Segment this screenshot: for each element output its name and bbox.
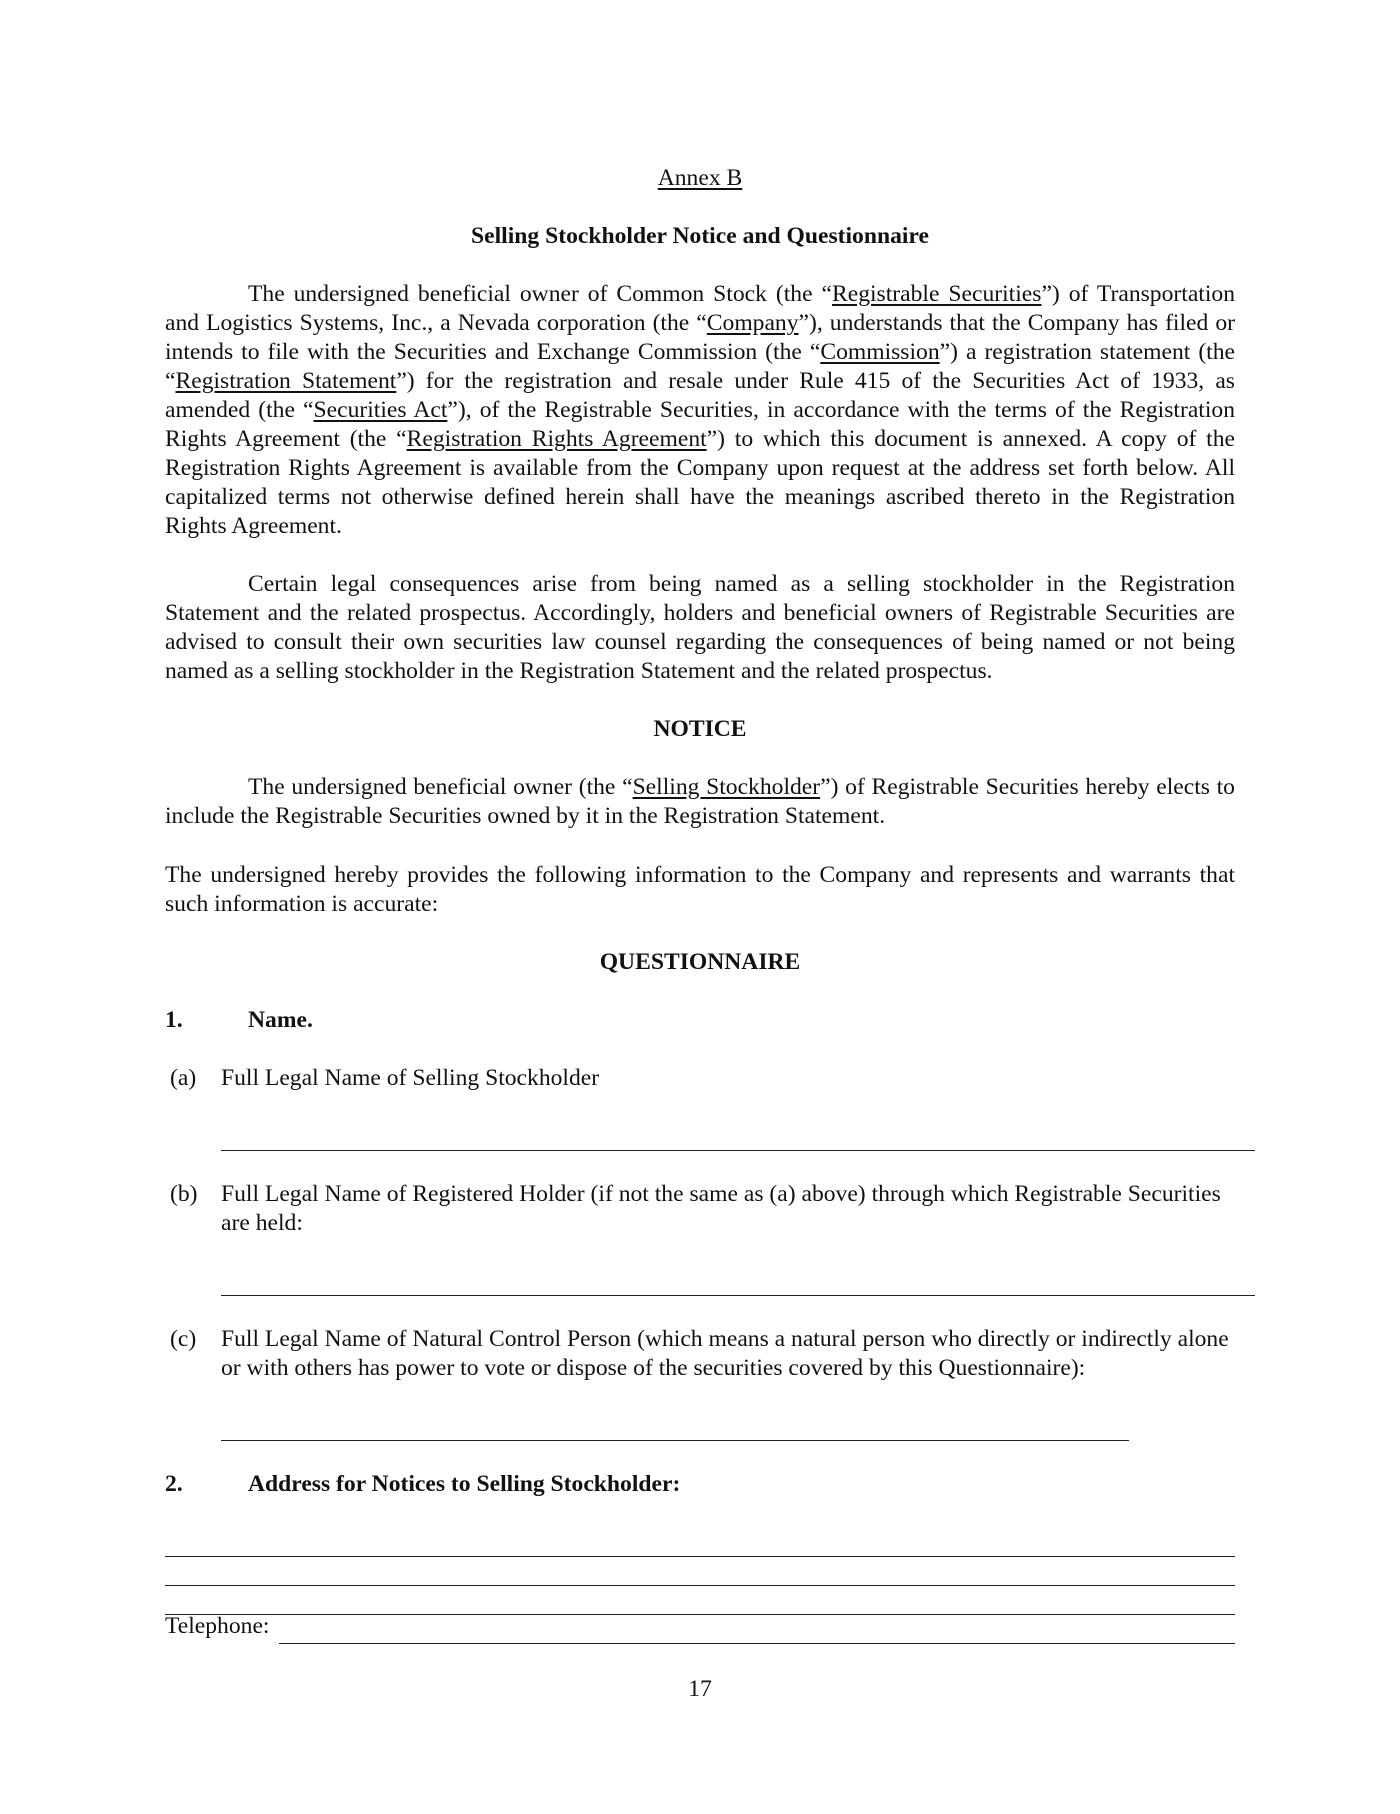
question-1-title: Name. — [248, 1007, 313, 1033]
notice-heading: NOTICE — [653, 716, 747, 742]
natural-control-person-name-line[interactable] — [221, 1440, 1129, 1441]
defined-term: Securities Act — [313, 397, 448, 423]
defined-term: Selling Stockholder — [632, 774, 821, 800]
questionnaire-heading: QUESTIONNAIRE — [599, 949, 801, 975]
question-2-title: Address for Notices to Selling Stockholder: — [248, 1471, 681, 1497]
annex-label — [165, 164, 1235, 193]
address-line-2[interactable] — [165, 1585, 1235, 1586]
defined-term: Company — [706, 310, 799, 336]
defined-term: Commission — [820, 339, 940, 365]
question-2-number: 2. — [165, 1471, 183, 1497]
defined-term: Registrable Securities — [832, 281, 1042, 307]
question-1a-text: Full Legal Name of Selling Stockholder — [221, 1065, 600, 1091]
question-1-number: 1. — [165, 1007, 183, 1033]
question-1c-text: Full Legal Name of Natural Control Person (which means a natural person who directly or indirectly alone or with others has power to vote or dispose of the securities covered by this Questionnaire): — [221, 1326, 1229, 1381]
annex-text: Annex B — [657, 165, 743, 191]
notice-paragraph-1: The undersigned beneficial owner (the “Selling Stockholder”) of Registrable Securities hereby elects to include the Registrable Securities owned by it in the Registration Statement. — [165, 774, 1235, 829]
defined-term: Registration Rights Agreement — [406, 426, 707, 452]
address-line-1[interactable] — [165, 1556, 1235, 1557]
document-title: Selling Stockholder Notice and Questionnaire — [471, 223, 929, 249]
question-1b-label: (b) — [170, 1181, 198, 1207]
page-number: 17 — [688, 1676, 712, 1702]
question-1b-text: Full Legal Name of Registered Holder (if not the same as (a) above) through which Registrable Securities are held: — [221, 1181, 1221, 1236]
selling-stockholder-name-line[interactable] — [221, 1150, 1255, 1151]
question-1c-label: (c) — [170, 1326, 197, 1352]
telephone-line[interactable] — [279, 1643, 1235, 1644]
address-line-3[interactable] — [165, 1614, 1235, 1615]
telephone-label: Telephone: — [165, 1613, 270, 1639]
intro-paragraph-1: The undersigned beneficial owner of Common Stock (the “Registrable Securities”) of Transportation and Logistics Systems, Inc., a Nevada corporation (the “Company”), understands that the Company has filed or intends to file with the Securities and Exchange Commission (the “Commission”) a registration statement (the “Registration Statement”) for the registration and resale under Rule 415 of the Securities Act of 1933, as amended (the “Securities Act”), of the Registrable Securities, in accordance with the terms of the Registration Rights Agreement (the “Registration Rights Agreement”) to which this document is annexed. A copy of the Registration Rights Agreement is available from the Company upon request at the address set forth below. All capitalized terms not otherwise defined herein shall have the meanings ascribed thereto in the Registration Rights Agreement. — [165, 281, 1236, 539]
notice-paragraph-2: The undersigned hereby provides the following information to the Company and represents and warrants that such information is accurate: — [165, 862, 1235, 917]
question-1a-label: (a) — [170, 1065, 197, 1091]
defined-term: Registration Statement — [175, 368, 397, 394]
registered-holder-name-line[interactable] — [221, 1295, 1255, 1296]
intro-paragraph-2: Certain legal consequences arise from being named as a selling stockholder in the Registration Statement and the related prospectus. Accordingly, holders and beneficial owners of Registrable Securities are advised to consult their own securities law counsel regarding the consequences of being named or not being named as a selling stockholder in the Registration Statement and the related prospectus. — [165, 571, 1235, 684]
